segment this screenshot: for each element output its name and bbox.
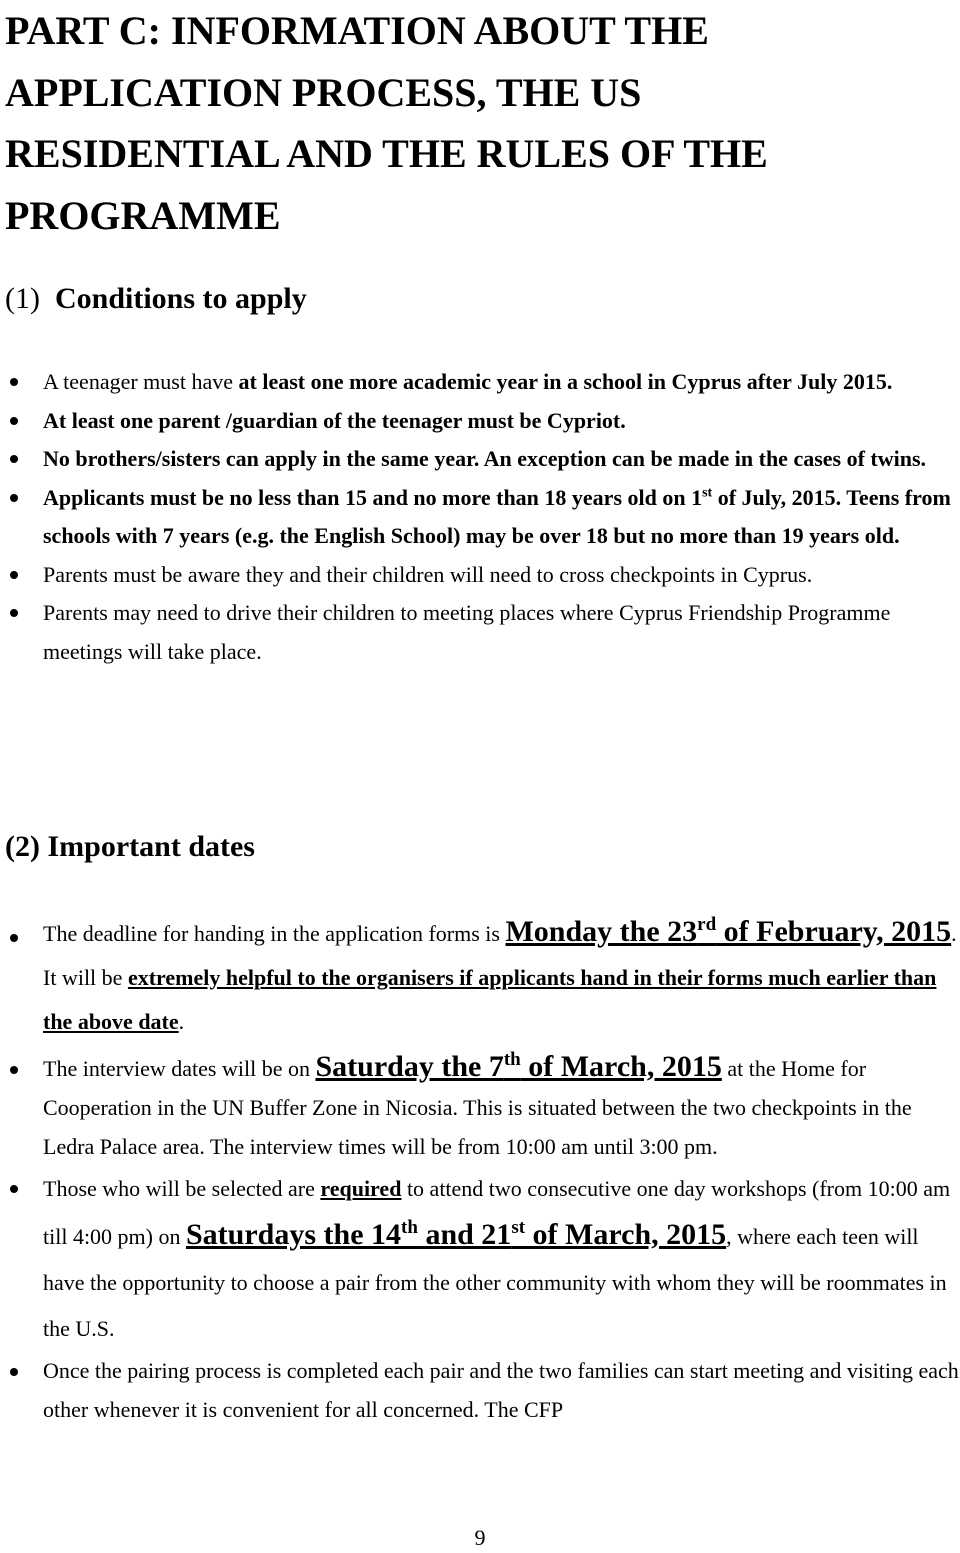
list-item xyxy=(0,1047,960,1166)
bullet-icon xyxy=(10,494,18,502)
list-item-text: Those who will be selected are xyxy=(43,1176,321,1201)
conditions-list xyxy=(0,363,960,671)
list-item-text: Parents may need to drive their children to meeting places where Cyprus Friendship Programme meetings will take place. xyxy=(43,600,891,664)
list-item xyxy=(0,402,960,441)
date-text: Saturdays the 14 xyxy=(186,1218,402,1251)
interview-date xyxy=(315,1050,721,1083)
superscript: rd xyxy=(697,914,717,935)
list-item xyxy=(0,1166,960,1352)
list-item xyxy=(0,910,960,1044)
list-item-text: At least one parent /guardian of the teenager must be Cypriot. xyxy=(43,407,626,433)
list-item-text: . It will be xyxy=(43,921,957,990)
title-line: PART C: INFORMATION ABOUT THE xyxy=(5,8,709,53)
list-item-text: to attend two consecutive one day workshops (from 10:00 am till 4:00 pm) on xyxy=(43,1176,951,1249)
list-item xyxy=(0,556,960,595)
list-item xyxy=(0,594,960,671)
list-item xyxy=(0,479,960,556)
emphasis-text: at least one more academic year in a school in Cyprus after July 2015. xyxy=(238,369,893,394)
bullet-icon xyxy=(10,571,18,579)
superscript: th xyxy=(401,1217,418,1238)
list-item-text: . xyxy=(178,1009,185,1034)
superscript: st xyxy=(702,485,713,501)
emphasis-text: extremely helpful to the organisers if applicants hand in their forms much earlier than the above date xyxy=(43,965,937,1034)
superscript: th xyxy=(503,1049,521,1070)
list-item-text: A teenager must have xyxy=(43,369,239,394)
list-item-text: Applicants must be no less than 15 and no more than 18 years old on 1 xyxy=(43,484,703,510)
date-text: Monday the 23 xyxy=(505,915,698,948)
list-item-text: at the Home for Cooperation in the UN Buffer Zone in Nicosia. This is situated between the two checkpoints in the Ledra Palace area. The interview times will be from 10:00 am until 3:00 pm. xyxy=(43,1056,912,1159)
title-line: RESIDENTIAL AND THE RULES OF THE xyxy=(5,131,768,176)
title-line: PROGRAMME xyxy=(5,192,281,238)
bullet-icon xyxy=(10,609,18,617)
section-number: (1) xyxy=(5,282,40,315)
date-text: of February, 2015 xyxy=(716,915,952,948)
list-item xyxy=(0,440,960,479)
list-item-text: The interview dates will be on xyxy=(43,1056,316,1081)
bullet-icon xyxy=(10,1368,18,1376)
date-text: Saturday the 7 xyxy=(315,1050,504,1083)
workshop-dates xyxy=(186,1218,726,1251)
section-title: Conditions to apply xyxy=(54,282,307,315)
list-item xyxy=(0,1352,960,1429)
list-item-text: , where each teen will have the opportunity to choose a pair from the other community with whom they will be roommates in the U.S. xyxy=(43,1224,947,1341)
section-heading-conditions xyxy=(5,281,307,317)
list-item-text: The deadline for handing in the application forms is xyxy=(43,921,506,946)
list-item-text: No brothers/sisters can apply in the same year. An exception can be made in the cases of twins. xyxy=(43,446,927,471)
list-item-text: Once the pairing process is completed each pair and the two families can start meeting and visiting each other whenever it is convenient for all concerned. The CFP xyxy=(43,1358,959,1422)
date-text: of March, 2015 xyxy=(520,1050,722,1083)
list-item-text: of July, 2015. Teens from schools with 7 years (e.g. the English School) may be over 18 but no more than 19 years old. xyxy=(43,484,951,548)
section-heading-dates xyxy=(5,829,255,865)
list-item xyxy=(0,363,960,402)
bullet-icon xyxy=(10,417,18,425)
bullet-icon xyxy=(10,378,18,386)
bullet-icon xyxy=(10,455,18,463)
bullet-icon xyxy=(10,934,18,942)
title-line: APPLICATION PROCESS, THE US xyxy=(5,69,642,115)
bullet-icon xyxy=(10,1066,18,1074)
section-number: (2) xyxy=(5,830,40,863)
list-item-text: Parents must be aware they and their children will need to cross checkpoints in Cyprus. xyxy=(43,561,813,587)
date-text: and 21 xyxy=(417,1218,512,1251)
dates-list xyxy=(0,910,960,1429)
section-title: Important dates xyxy=(47,830,255,863)
bullet-icon xyxy=(10,1185,18,1193)
emphasis-text: required xyxy=(320,1176,402,1201)
date-text: of March, 2015 xyxy=(525,1218,727,1251)
deadline-date xyxy=(505,915,951,948)
superscript: st xyxy=(511,1217,526,1238)
page-number: 9 xyxy=(474,1525,486,1550)
page-title xyxy=(5,0,905,246)
